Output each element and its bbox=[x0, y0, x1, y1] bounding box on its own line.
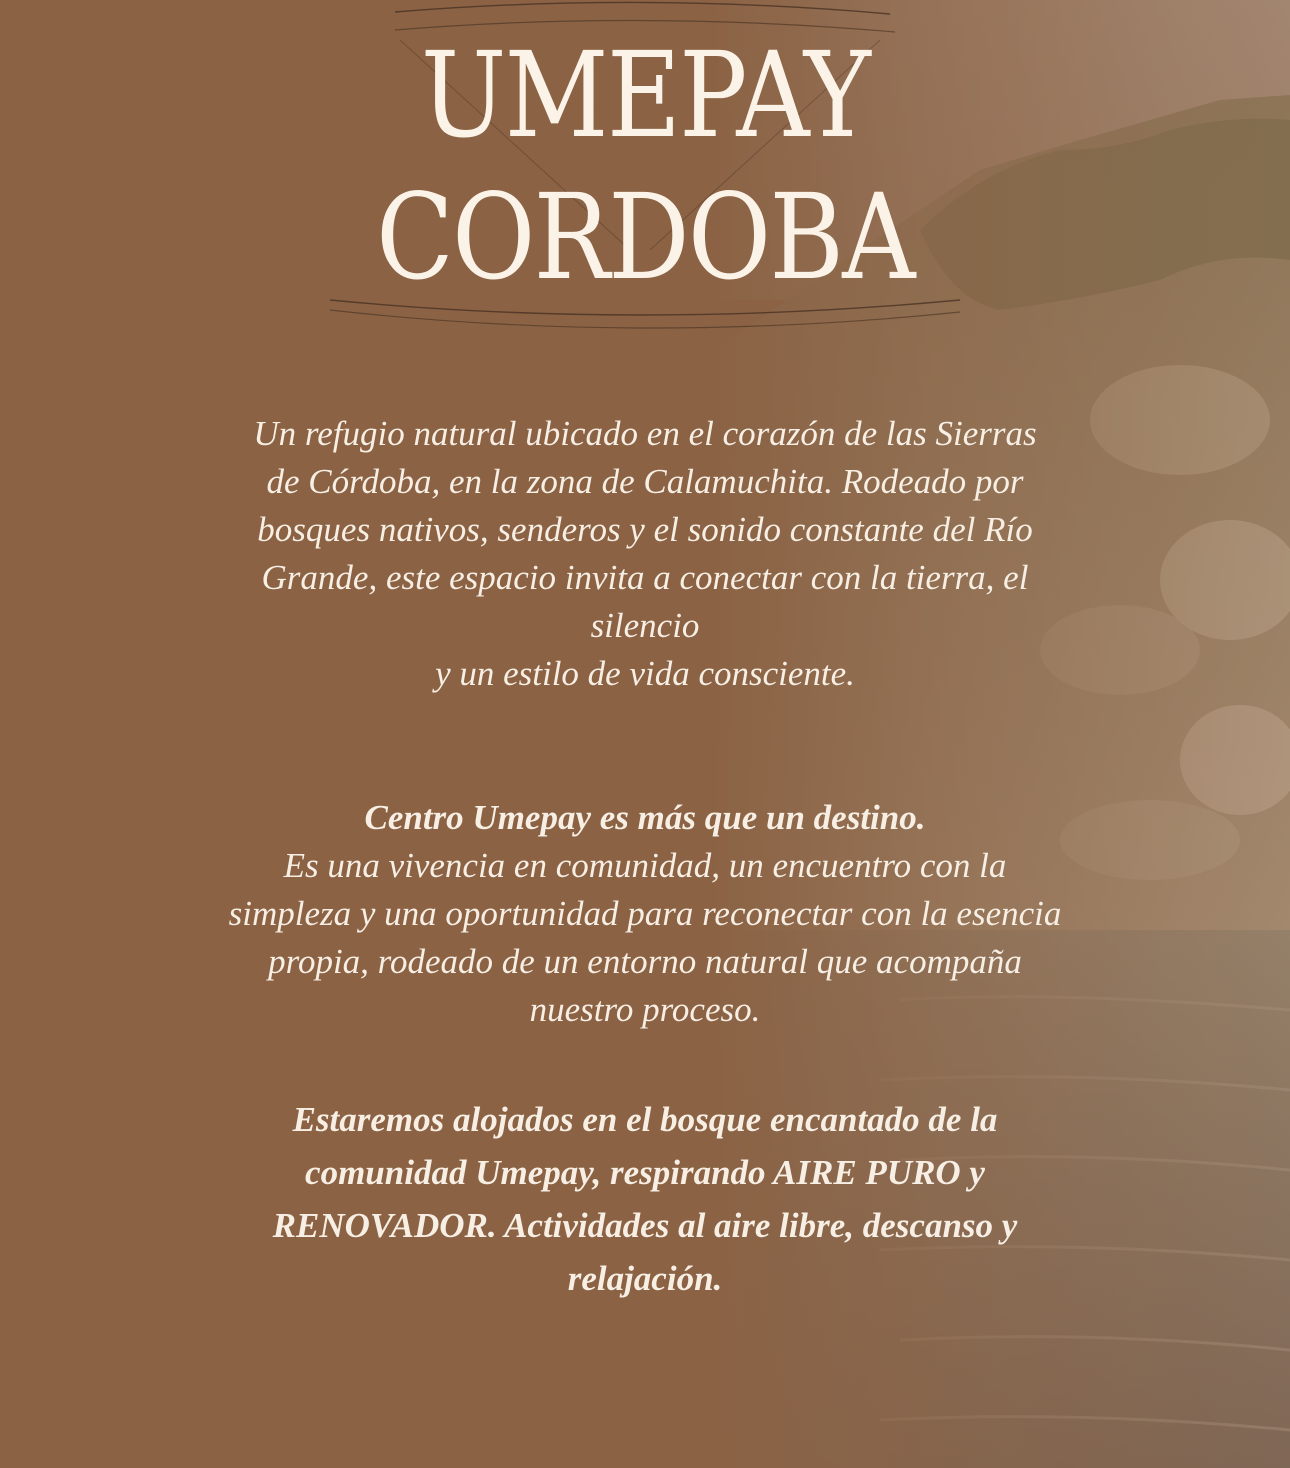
intro-paragraph: Un refugio natural ubicado en el corazón de las Sierras de Córdoba, en la zona de Calamuchita. Rodeado por bosques nativos, senderos y el sonido constante del Río Grande, este espacio invita a conectar con la tierra, el silencio y un estilo de vida consciente. bbox=[253, 414, 1037, 693]
centro-paragraph: Es una vivencia en comunidad, un encuentro con la simpleza y una oportunidad para reconectar con la esencia propia, rodeado de un entorno natural que acompaña nuestro proceso. bbox=[228, 846, 1062, 1029]
title-block bbox=[0, 0, 1290, 340]
title-cordoba: CORDOBA bbox=[376, 168, 914, 306]
estadia-paragraph: Estaremos alojados en el bosque encantado de la comunidad Umepay, respirando AIRE PURO y RENOVADOR. Actividades al aire libre, descanso y relajación. bbox=[272, 1100, 1018, 1298]
centro-heading: Centro Umepay es más que un destino. bbox=[364, 798, 926, 837]
title-umepay: UMEPAY bbox=[420, 26, 870, 164]
